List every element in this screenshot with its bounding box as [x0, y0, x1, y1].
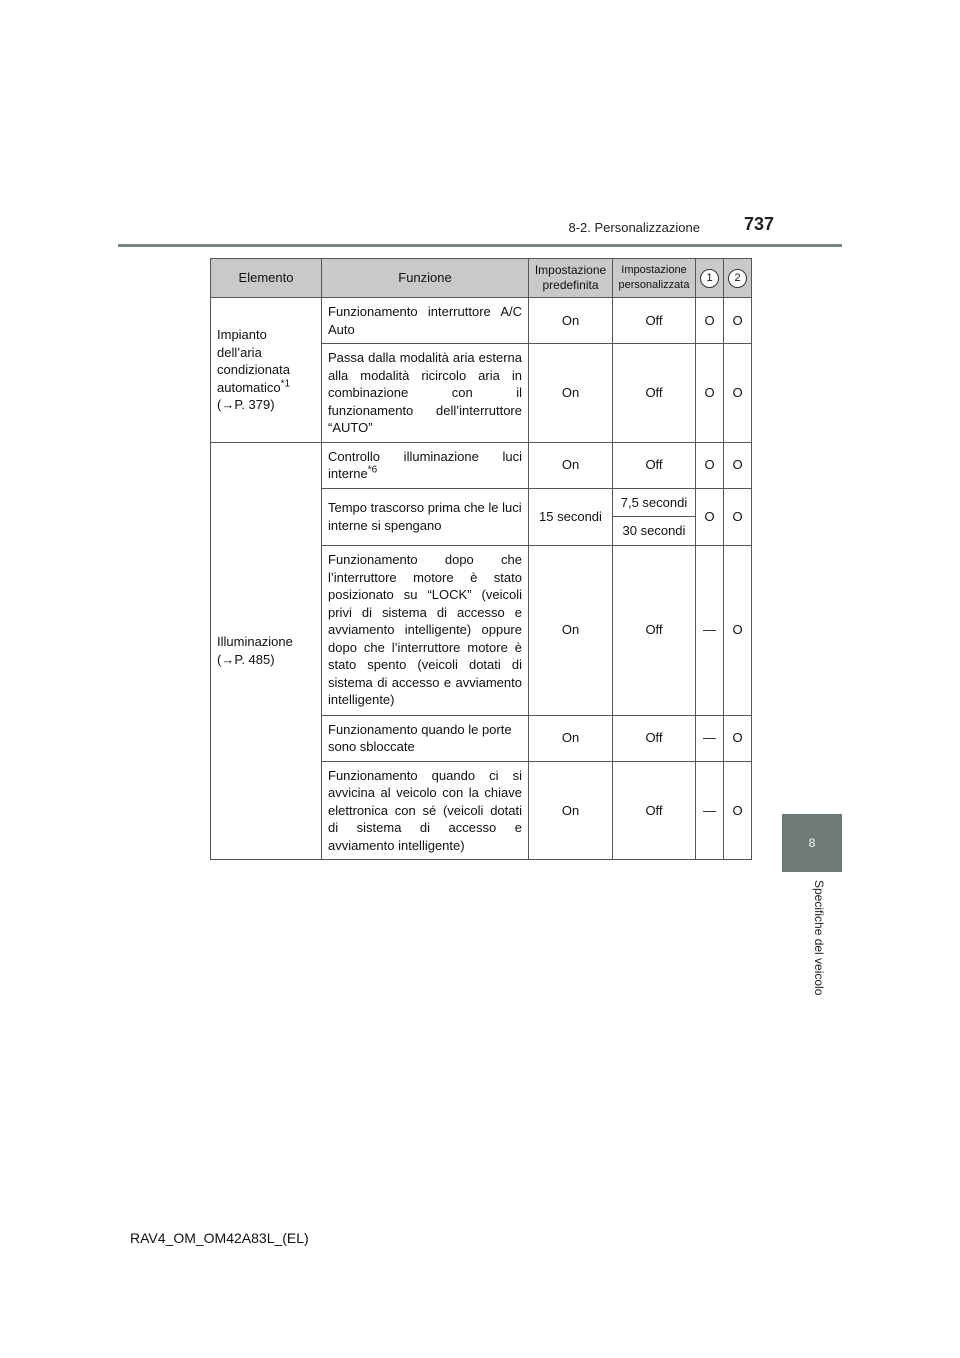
header-elemento: Elemento	[211, 259, 322, 298]
function-text: Funzionamento interruttore A/C Auto	[322, 298, 529, 344]
document-code: RAV4_OM_OM42A83L_(EL)	[130, 1230, 309, 1246]
custom-value: Off	[613, 761, 696, 860]
col1-value: O	[696, 442, 724, 488]
col1-value: O	[696, 344, 724, 443]
header-col2	[724, 259, 752, 298]
header-funzione: Funzione	[322, 259, 529, 298]
item-illumination	[211, 442, 322, 860]
function-text: Funzionamento quando le porte sono sbloccate	[322, 715, 529, 761]
page-reference: (→P. 379)	[217, 397, 275, 412]
col2-value: O	[724, 545, 752, 715]
function-text: Tempo trascorso prima che le luci interne si spengano	[322, 488, 529, 545]
item-line: Impianto	[217, 327, 267, 342]
circled-2-icon: 2	[728, 269, 747, 288]
default-value: On	[529, 545, 613, 715]
default-value: On	[529, 715, 613, 761]
page-number: 737	[743, 214, 774, 234]
custom-option: 7,5 secondi	[613, 488, 696, 517]
col2-value: O	[724, 442, 752, 488]
default-value: On	[529, 442, 613, 488]
footnote-marker: *6	[367, 464, 378, 476]
custom-value: Off	[613, 545, 696, 715]
customization-table	[210, 258, 752, 860]
default-value: 15 secondi	[529, 488, 613, 545]
table-row	[211, 442, 752, 488]
col2-value: O	[724, 344, 752, 443]
item-line	[217, 379, 315, 397]
page-reference: (→P. 485)	[217, 651, 275, 667]
header-col1	[696, 259, 724, 298]
default-value: On	[529, 344, 613, 443]
default-value: On	[529, 761, 613, 860]
col1-value: —	[696, 545, 724, 715]
custom-value: Off	[613, 298, 696, 344]
col2-value: O	[724, 298, 752, 344]
function-text: Funzionamento quando ci si avvicina al veicolo con la chiave elettronica con sé (veicoli dotati di sistema di accesso e avviamento intelligente)	[322, 761, 529, 860]
col1-value: O	[696, 488, 724, 545]
function-text: Funzionamento dopo che l’interruttore motore è stato posizionato su “LOCK” (veicoli privi di sistema di accesso e avviamento intelligente) oppure dopo che l’interruttore motore è stato spento (veicoli dotati di sistema di accesso e avviamento intelligente)	[322, 545, 529, 715]
item-line-text: automatico	[217, 379, 281, 395]
col1-value: O	[696, 298, 724, 344]
chapter-label: Specifiche del veicolo	[812, 880, 826, 996]
col2-value: O	[724, 488, 752, 545]
col2-value: O	[724, 715, 752, 761]
function-text: Passa dalla modalità aria esterna alla modalità ricircolo aria in combinazione con il funzionamento dell’interruttore “AUTO”	[322, 344, 529, 443]
col1-value: —	[696, 715, 724, 761]
header-divider	[118, 244, 842, 247]
custom-option: 30 secondi	[613, 517, 696, 546]
custom-value: Off	[613, 715, 696, 761]
table-header-row	[211, 259, 752, 298]
col1-value: —	[696, 761, 724, 860]
item-line: dell’aria	[217, 344, 262, 360]
col2-value: O	[724, 761, 752, 860]
section-title: 8-2. Personalizzazione	[568, 220, 700, 235]
chapter-tab	[782, 814, 842, 872]
custom-value: Off	[613, 344, 696, 443]
item-line: condizionata	[217, 362, 290, 377]
item-air-conditioning	[211, 298, 322, 443]
function-cell	[322, 442, 529, 488]
circled-1-icon: 1	[700, 269, 719, 288]
header-default: Impostazione predefinita	[529, 259, 613, 298]
header-custom: Impostazione personalizzata	[613, 259, 696, 298]
footnote-marker: *1	[280, 378, 291, 390]
table-row	[211, 298, 752, 344]
default-value: On	[529, 298, 613, 344]
custom-value: Off	[613, 442, 696, 488]
function-text: Controllo illuminazione luci interne	[328, 448, 522, 481]
chapter-number: 8	[808, 836, 816, 850]
item-line: Illuminazione	[217, 634, 293, 650]
